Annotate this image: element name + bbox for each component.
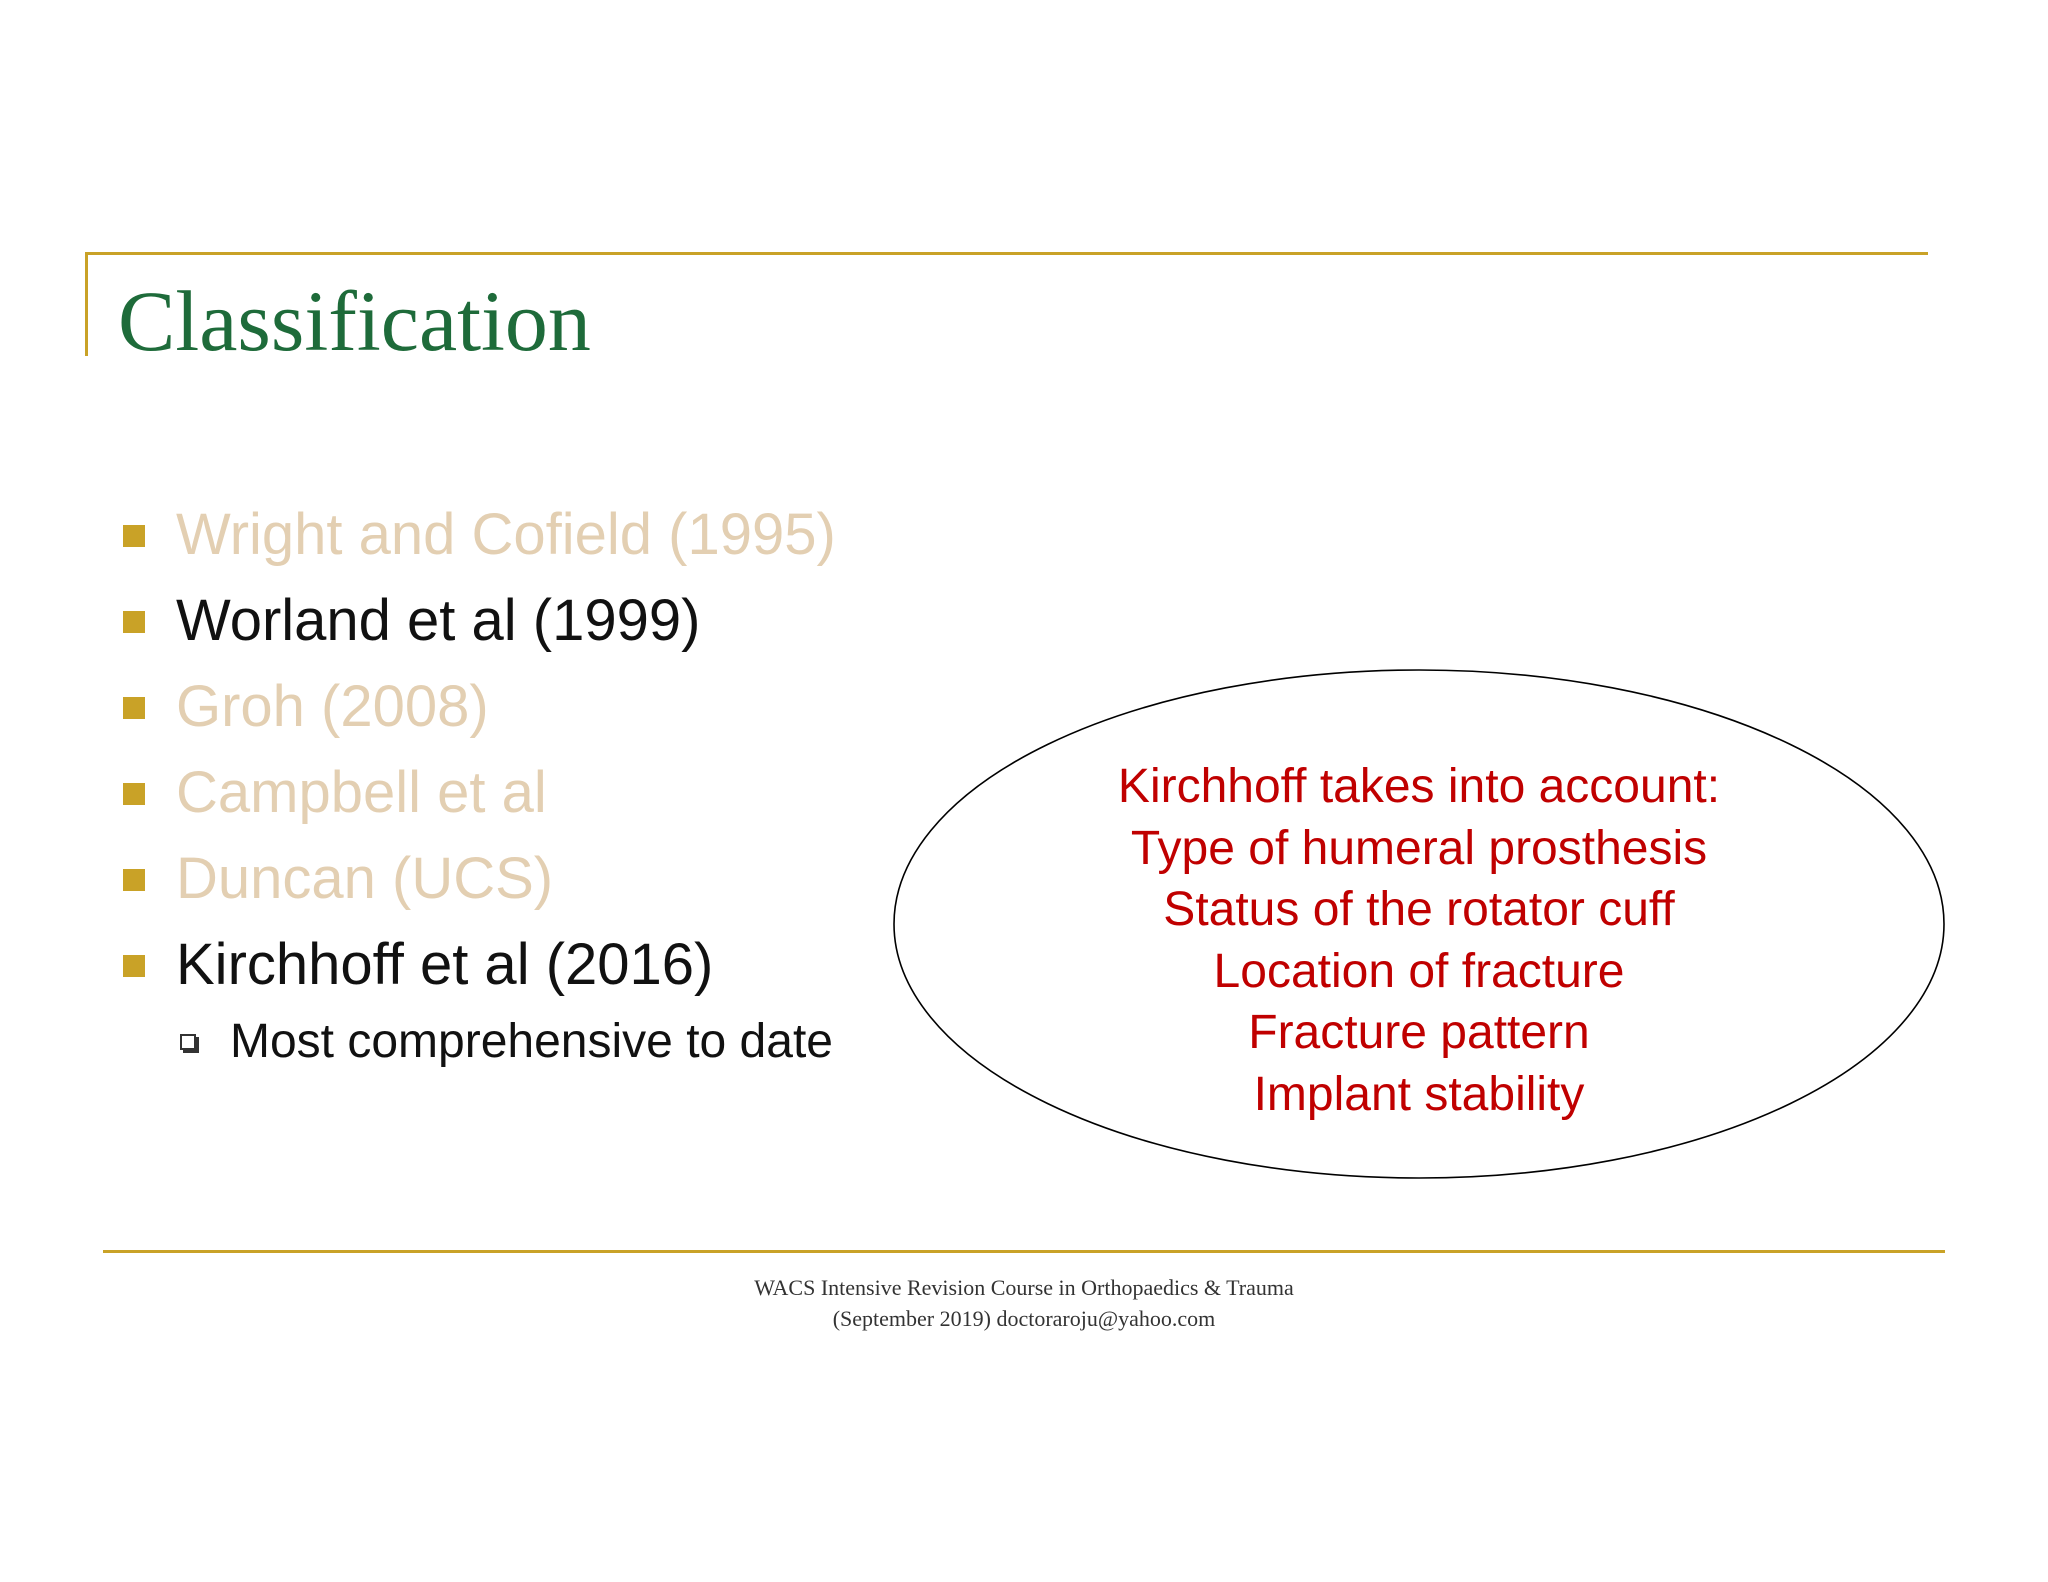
filled-square-icon xyxy=(123,525,145,547)
bullet-item-label: Campbell et al xyxy=(176,760,547,825)
filled-square-icon xyxy=(123,869,145,891)
footer xyxy=(0,1272,2048,1334)
footer-rule xyxy=(103,1250,1945,1253)
hollow-square-icon xyxy=(180,1034,196,1050)
callout-line: Fracture pattern xyxy=(1248,1006,1590,1059)
callout-heading: Kirchhoff takes into account: xyxy=(1117,760,1721,813)
callout-text xyxy=(892,756,1946,1125)
footer-contact: (September 2019) doctoraroju@yahoo.com xyxy=(832,1306,1216,1331)
callout-ellipse xyxy=(892,668,1946,1180)
bullet-item-label: Duncan (UCS) xyxy=(176,846,554,911)
callout-line: Status of the rotator cuff xyxy=(1163,883,1675,936)
title-left-rule xyxy=(85,252,88,356)
title-top-rule xyxy=(85,252,1928,255)
callout-line: Type of humeral prosthesis xyxy=(1130,821,1708,875)
filled-square-icon xyxy=(123,697,145,719)
bullet-item-label: Worland et al (1999) xyxy=(176,588,701,653)
filled-square-icon xyxy=(123,783,145,805)
slide-title: Classification xyxy=(118,273,591,369)
callout-line: Implant stability xyxy=(1253,1067,1585,1121)
filled-square-icon xyxy=(123,955,145,977)
bullet-item-label: Groh (2008) xyxy=(176,674,489,739)
footer-course: WACS Intensive Revision Course in Orthopaedics & Trauma xyxy=(754,1275,1294,1300)
filled-square-icon xyxy=(123,611,145,633)
bullet-item-label: Kirchhoff et al (2016) xyxy=(176,932,714,997)
sub-bullet-label: Most comprehensive to date xyxy=(230,1015,833,1068)
bullet-item-label: Wright and Cofield (1995) xyxy=(176,502,836,567)
callout-line: Location of fracture xyxy=(1213,944,1625,998)
